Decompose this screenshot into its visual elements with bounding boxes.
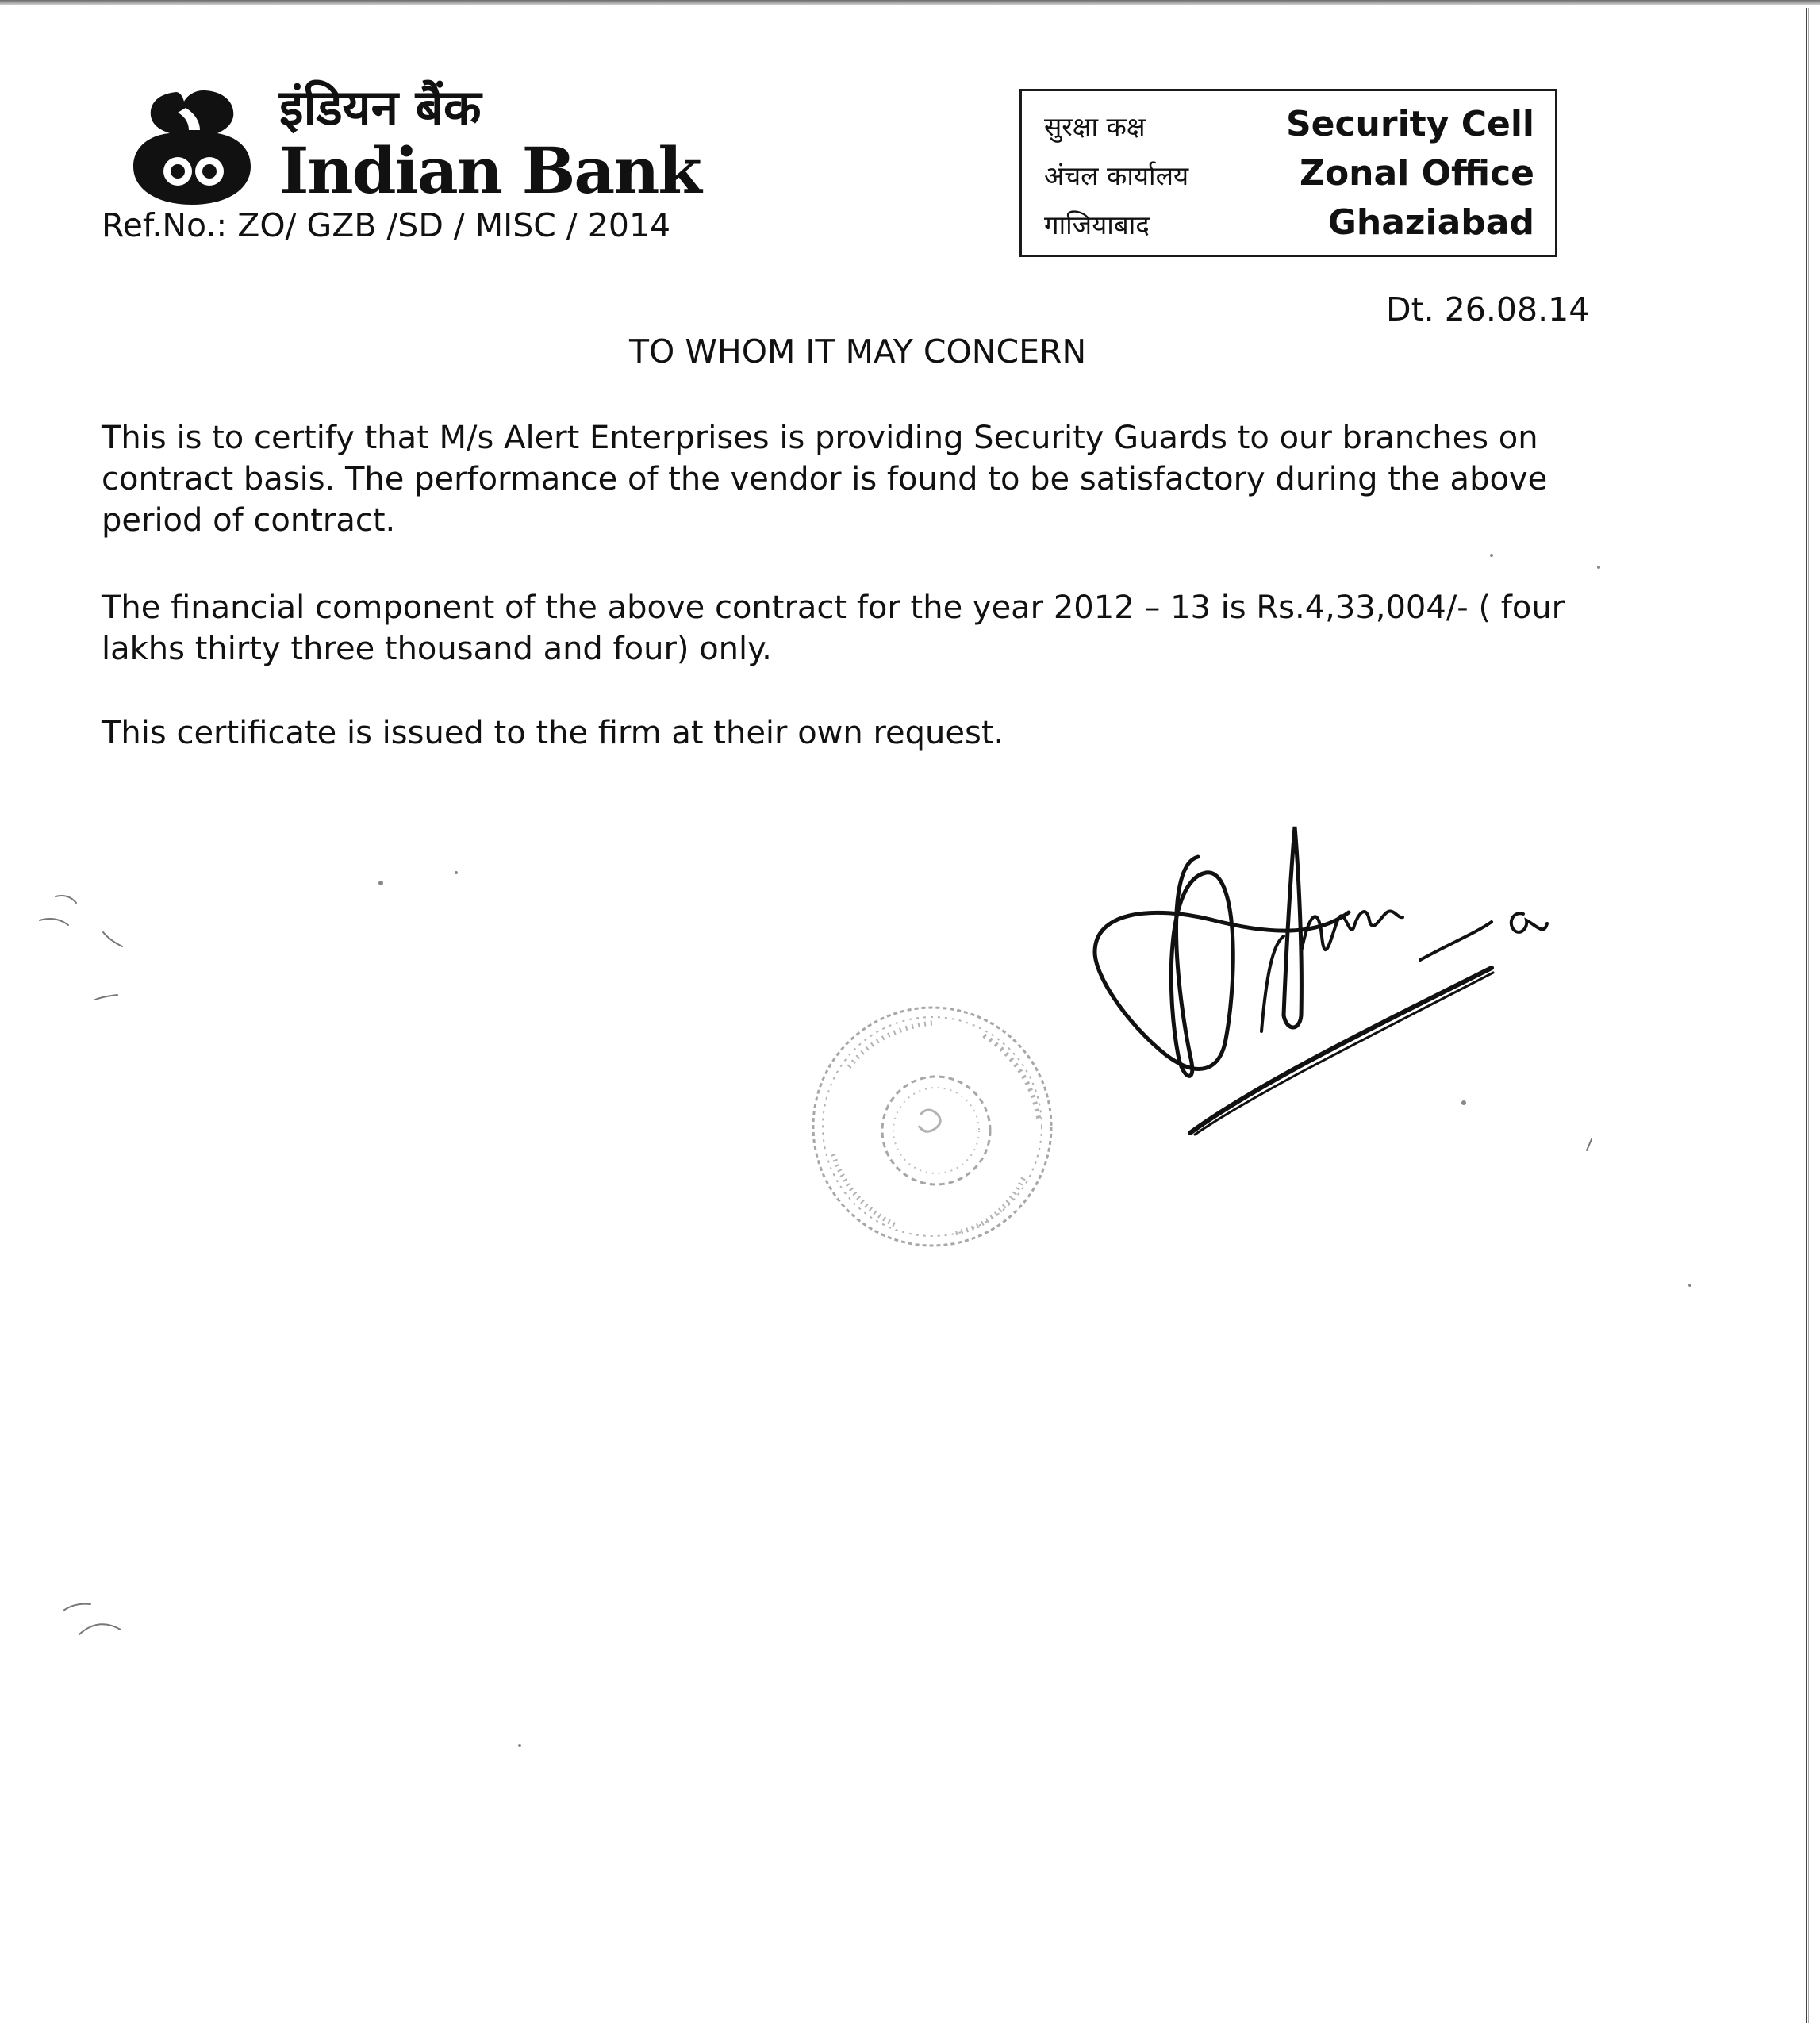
address-row xyxy=(1044,102,1534,150)
scan-right-edge xyxy=(1806,8,1810,2023)
address-hindi-security-cell: सुरक्षा कक्ष xyxy=(1044,111,1146,142)
address-security-cell: Security Cell xyxy=(1285,104,1534,144)
bank-name-hindi: इंडियन बैंक xyxy=(279,79,482,136)
letter-date: Dt. 26.08.14 xyxy=(1386,290,1590,328)
handwritten-signature xyxy=(1079,817,1618,1150)
letter-subject: TO WHOM IT MAY CONCERN xyxy=(629,332,1087,370)
official-seal-icon xyxy=(801,996,1063,1257)
body-paragraph-financial: The financial component of the above contract for the year 2012 – 13 is Rs.4,33,004/- ( four lakhs thirty three thousand and four) only. xyxy=(102,589,1565,667)
reference-number: Ref.No.: ZO/ GZB /SD / MISC / 2014 xyxy=(102,206,671,244)
address-hindi-ghaziabad: गाजियाबाद xyxy=(1044,209,1150,240)
address-hindi-zonal-office: अंचल कार्यालय xyxy=(1044,160,1189,191)
address-zonal-office: Zonal Office xyxy=(1300,153,1534,194)
bank-name-english: Indian Bank xyxy=(279,133,701,208)
address-row xyxy=(1044,201,1534,248)
indian-bank-logo-icon xyxy=(127,89,258,208)
scan-top-edge xyxy=(0,0,1820,5)
body-paragraph-request: This certificate is issued to the firm at their own request. xyxy=(102,715,1004,751)
body-paragraph-certification: This is to certify that M/s Alert Enterprises is providing Security Guards to our branches on contract basis. The performance of the vendor is found to be satisfactory during the above period of contract. xyxy=(102,420,1548,539)
address-box xyxy=(1019,89,1557,257)
address-row xyxy=(1044,152,1534,199)
address-ghaziabad: Ghaziabad xyxy=(1327,202,1534,243)
